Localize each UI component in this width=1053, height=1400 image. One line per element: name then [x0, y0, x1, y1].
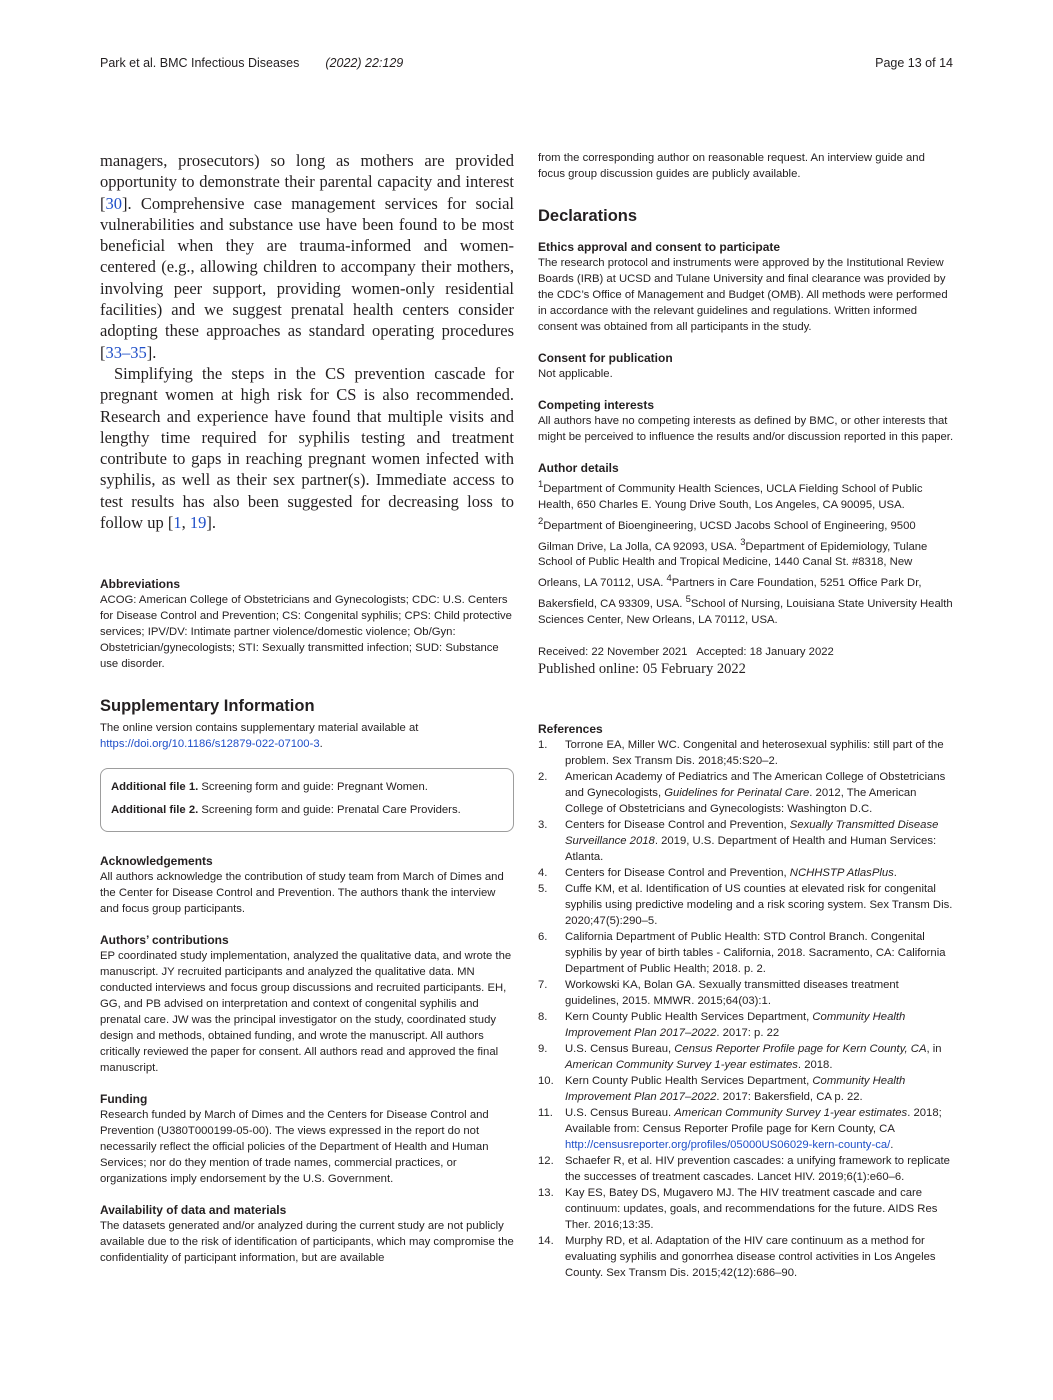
reference-number: 14.	[538, 1234, 554, 1247]
reference-item	[538, 929, 954, 977]
declarations-heading: Declarations	[538, 207, 638, 225]
references-list	[538, 737, 954, 1281]
abbreviations-section	[100, 577, 514, 672]
additional-files-box	[100, 768, 514, 832]
reference-item	[538, 1041, 954, 1073]
reference-item	[538, 1073, 954, 1105]
reference-text: Kern County Public Health Services Department, Community Health Improvement Plan 2017–2022. 2017: Bakersfield, CA p. 22.	[565, 1074, 906, 1103]
doi-link[interactable]: https://doi.org/10.1186/s12879-022-07100-3	[100, 738, 320, 751]
reference-number: 5.	[538, 882, 548, 895]
reference-text: U.S. Census Bureau, Census Reporter Profile page for Kern County, CA, in American Community Survey 1-year estimates. 2018.	[565, 1042, 942, 1071]
reference-item	[538, 1153, 954, 1185]
additional-file-1[interactable]: Additional file 1. Screening form and guide: Pregnant Women.	[111, 781, 428, 794]
section-text: ACOG: American College of Obstetricians and Gynecologists; CDC: U.S. Centers for Disease Control and Prevention; CS: Congenital syphilis; CPS: Child protective services; IPV/DV: Intimate partner violence/domestic violence; Ob/Gyn: Obstetrician/gynecologists; STI: Sexually transmitted infection; SUD: Substance use disorder.	[100, 594, 512, 671]
reference-text: Kay ES, Batey DS, Mugavero MJ. The HIV treatment cascade and care continuum: updates, goals, and recommendations for the future. AIDS Res Ther. 2016;13:35.	[565, 1186, 938, 1231]
reference-item	[538, 977, 954, 1009]
author-affiliations: $^1$Department of Community Health Sciences, UCLA Fielding School of Public Health, 650 Charles E. Young Drive South, Los Angeles, CA 90095, USA. $^2$Department of Bioengineering, UCSD Jacobs School of Engineering, 9500 Gilman Drive, La Jolla, CA 92093, USA. $^3$Department of Epidemiology, Tulane School of Public Health and Tropical Medicine, 1440 Canal St. #8318, New Orleans, LA 70112, USA. $^4$Partners in Care Foundation, 5251 Office Park Dr, Bakersfield, CA 93309, USA. $^5$School of Nursing, Louisiana State University Health Sciences Center, New Orleans, LA 70112, USA.	[538, 478, 953, 626]
section-heading: Acknowledgements	[100, 854, 213, 869]
reference-text: Schaefer R, et al. HIV prevention cascades: a unifying framework to replicate the successes of treatment cascades. Lancet HIV. 2019;6(1):e60–6.	[565, 1154, 950, 1183]
page-number: Page 13 of 14	[875, 56, 953, 70]
section-heading: Supplementary Information	[100, 697, 315, 716]
section-text: The online version contains supplementary material available at https://doi.org/10.1186/s12879-022-07100-3.	[100, 722, 419, 751]
body-paragraph: managers, prosecutors) so long as mothers are provided opportunity to demonstrate their parental capacity and interest [30]. Comprehensive case management services for social vulnerabilities and substance use have been found to be most beneficial when they are trauma-informed and women-centered (e.g., allowing children to accompany their mothers, involving peer support, providing women-only residential facilities) and we suggest prenatal health centers consider adopting these approaches as standard operating procedures [33–35].	[100, 151, 514, 362]
reference-number: 9.	[538, 1042, 548, 1055]
reference-text: Torrone EA, Miller WC. Congenital and heterosexual syphilis: still part of the problem. Sex Transm Dis. 2018;45:S20–2.	[565, 738, 944, 767]
reference-item	[538, 817, 954, 865]
reference-number: 6.	[538, 930, 548, 943]
reference-text: Murphy RD, et al. Adaptation of the HIV care continuum as a method for evaluating syphilis and gonorrhea disease control activities in Los Angeles County. Sex Transm Dis. 2015;42(12):686–90.	[565, 1234, 936, 1279]
reference-text: Cuffe KM, et al. Identification of US counties at elevated risk for congenital syphilis using predictive modeling and a risk scoring system. Sex Transm Dis. 2020;47(5):290–5.	[565, 882, 953, 927]
reference-item	[538, 865, 954, 881]
section-text: The datasets generated and/or analyzed during the current study are not publicly available due to the risk of identification of participants, which may compromise the confidentiality of participant information, but are available	[100, 1220, 514, 1265]
reference-text: U.S. Census Bureau. American Community Survey 1-year estimates. 2018; Available from: Census Reporter Profile page for Kern County, CA	[565, 1106, 942, 1135]
reference-item	[538, 1009, 954, 1041]
running-head	[100, 56, 403, 70]
acknowledgements-section	[100, 854, 514, 917]
reference-text: Centers for Disease Control and Prevention, NCHHSTP AtlasPlus.	[565, 866, 897, 879]
funding-section	[100, 1092, 514, 1187]
citation-link[interactable]: 1	[173, 513, 182, 533]
reference-number: 11.	[538, 1106, 553, 1119]
reference-number: 1.	[538, 738, 548, 751]
reference-number: 8.	[538, 1010, 548, 1023]
right-column	[538, 150, 954, 1281]
section-text: The research protocol and instruments were approved by the Institutional Review Boards (IRB) at UCSD and Tulane University and final clearance was provided by the CDC’s Office of Management and Budget (OMB). All methods were performed in accordance with the relevant guidelines and regulations. Written informed consent was obtained from all participants in the study.	[538, 257, 948, 333]
section-text: EP coordinated study implementation, analyzed the qualitative data, and wrote the manuscript. JY recruited participants and analyzed the qualitative data. MN conducted interviews and focus group discussions and recruited participants. EH, GG, and PB advised on interpretation and context of congenital syphilis and prenatal care. JW was the principal investigator on the study, coordinated study design and methods, obtained funding, and wrote the manuscript. All authors critically reviewed the paper for consent. All authors read and approved the final manuscript.	[100, 950, 512, 1075]
citation-link[interactable]: 19	[189, 513, 207, 533]
section-heading: Funding	[100, 1092, 148, 1107]
reference-number: 12.	[538, 1154, 554, 1167]
availability-continued: from the corresponding author on reasonable request. An interview guide and focus group discussion guides are publicly available.	[538, 152, 925, 180]
section-heading: Ethics approval and consent to participate	[538, 240, 781, 254]
section-heading: Competing interests	[538, 398, 655, 412]
reference-text: Centers for Disease Control and Prevention, Sexually Transmitted Disease Surveillance 2018. 2019, U.S. Department of Health and Human Services: Atlanta.	[565, 818, 939, 863]
section-heading: Author details	[538, 461, 619, 475]
reference-text: American Academy of Pediatrics and The American College of Obstetricians and Gynecologists, Guidelines for Perinatal Care. 2012, The American College of Obstetricians and Gynecologists: Washington D.C.	[565, 770, 946, 815]
section-text: All authors acknowledge the contribution of study team from March of Dimes and the Center for Disease Control and Prevention. The authors thank the interview and focus group participants.	[100, 871, 504, 916]
body-paragraph: Simplifying the steps in the CS prevention cascade for pregnant women at high risk for CS is also recommended. Research and experience have found that multiple visits and lengthy time required for syphilis testing and treatment contribute to gaps in reaching pregnant women infected with syphilis, as well as their sex partner(s). Immediate access to test results has also been suggested for decreasing loss to follow up [1, 19].	[100, 363, 514, 533]
reference-text: California Department of Public Health: STD Control Branch. Congenital syphilis by year of birth tables - California, 2018. Sacramento, CA: California Department of Public Health; 2018. p. 2.	[565, 930, 946, 975]
reference-number: 2.	[538, 770, 548, 783]
section-heading: Abbreviations	[100, 577, 181, 592]
section-text: Not applicable.	[538, 368, 613, 380]
reference-text: Kern County Public Health Services Department, Community Health Improvement Plan 2017–2022. 2017: p. 22	[565, 1010, 906, 1039]
citation-year: (2022) 22:129	[325, 56, 404, 70]
received-accepted-dates: Received: 22 November 2021 Accepted: 18 January 2022	[538, 645, 834, 658]
section-heading: Consent for publication	[538, 351, 673, 365]
reference-item	[538, 881, 954, 929]
citation-link[interactable]: 30	[105, 193, 122, 213]
reference-item	[538, 1233, 954, 1281]
reference-number: 4.	[538, 866, 548, 879]
additional-file-2[interactable]: Additional file 2. Screening form and guide: Prenatal Care Providers.	[111, 804, 461, 817]
journal-citation: Park et al. BMC Infectious Diseases	[100, 56, 300, 70]
citation-link[interactable]: 33–35	[105, 342, 147, 362]
availability-section	[100, 1203, 514, 1266]
contributions-section	[100, 933, 514, 1076]
reference-item: 11. U.S. Census Bureau. American Community Survey 1-year estimates. 2018; Available from: Census Reporter Profile page for Kern County, CA http://censusreporter.org/profiles/05000US06029-kern-county-ca/.	[538, 1106, 942, 1151]
reference-number: 3.	[538, 818, 548, 831]
left-column	[100, 150, 514, 1266]
reference-item	[538, 1185, 954, 1233]
section-heading: Authors’ contributions	[100, 933, 229, 948]
reference-item	[538, 769, 954, 817]
reference-number: 13.	[538, 1186, 554, 1199]
section-heading: Availability of data and materials	[100, 1203, 287, 1218]
references-heading: References	[538, 721, 603, 736]
body-text	[100, 150, 514, 533]
reference-link[interactable]: http://censusreporter.org/profiles/05000US06029-kern-county-ca/	[565, 1138, 891, 1151]
supplementary-section	[100, 696, 514, 832]
section-text: All authors have no competing interests as defined by BMC, or other interests that might be perceived to influence the results and/or discussion reported in this paper.	[538, 415, 954, 443]
page-header	[100, 56, 953, 76]
reference-number: 7.	[538, 978, 548, 991]
section-text: Research funded by March of Dimes and the Centers for Disease Control and Prevention (U380T000199-05-00). The views expressed in the report do not necessarily reflect the official policies of the Department of Health and Human Services; nor do they mention of trade names, commercial practices, or organizations imply endorsement by the U.S. Government.	[100, 1109, 489, 1186]
reference-text: Workowski KA, Bolan GA. Sexually transmitted diseases treatment guidelines, 2015. MMWR. 2015;64(03):1.	[565, 978, 899, 1007]
reference-number: 10.	[538, 1074, 554, 1087]
published-date: Published online: 05 February 2022	[538, 660, 746, 677]
reference-item	[538, 737, 954, 769]
